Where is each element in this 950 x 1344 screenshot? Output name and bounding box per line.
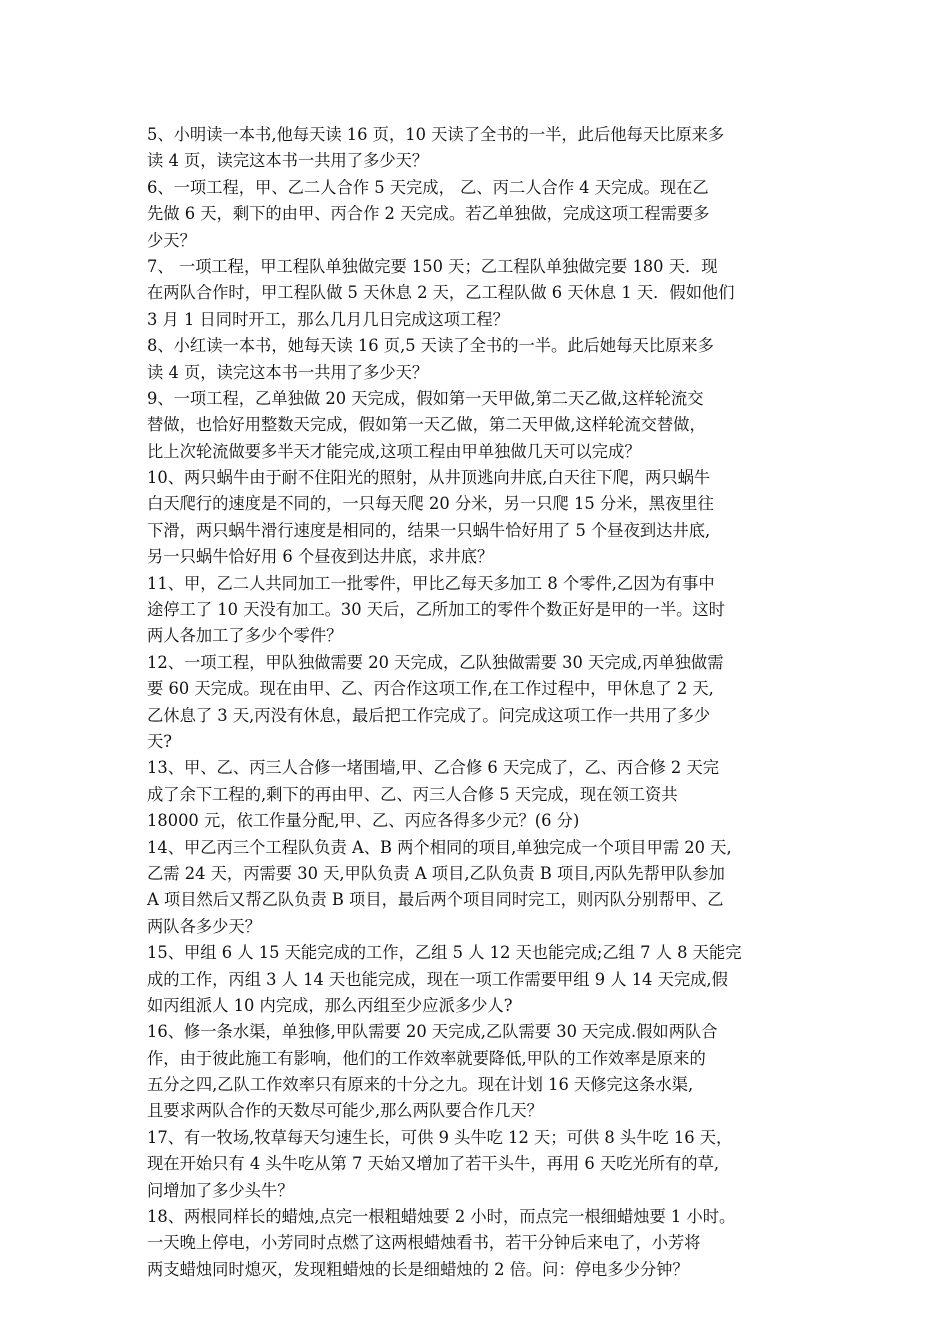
problem-15 (147, 940, 827, 1019)
problem-11 (147, 571, 827, 650)
problem-line: 16、修一条水渠，单独修,甲队需要 20 天完成,乙队需要 30 天完成.假如两队合 (147, 1022, 718, 1042)
problem-list (147, 122, 827, 1283)
problem-line: 如丙组派人 10 内完成，那么丙组至少应派多少人? (147, 995, 513, 1015)
problem-line: 现在开始只有 4 头牛吃从第 7 天始又增加了若干头牛，再用 6 天吃光所有的草, (147, 1154, 720, 1174)
problem-line: 少天？ (147, 230, 196, 250)
problem-5 (147, 122, 827, 175)
problem-line: 五分之四,乙队工作效率只有原来的十分之九。现在计划 16 天修完这条水渠, (147, 1075, 694, 1095)
problem-line: 在两队合作时，甲工程队做 5 天休息 2 天，乙工程队做 6 天休息 1 天．假如他们 (147, 283, 735, 303)
problem-line: A 项目然后又帮乙队负责 B 项目，最后两个项目同时完工，则丙队分别帮甲、乙 (147, 890, 724, 910)
problem-line: 途停工了 10 天没有加工。30 天后，乙所加工的零件个数正好是甲的一半。这时 (147, 600, 725, 620)
problem-line: 两人各加工了多少个零件？ (147, 626, 343, 646)
problem-13 (147, 755, 827, 834)
problem-line: 且要求两队合作的天数尽可能少,那么两队要合作几天？ (147, 1101, 543, 1121)
problem-line: 成了余下工程的,剩下的再由甲、乙、丙三人合修 5 天完成，现在领工资共 (147, 784, 678, 804)
problem-line: 另一只蜗牛恰好用 6 个昼夜到达井底，求井底？ (147, 547, 494, 567)
problem-line: 11、甲，乙二人共同加工一批零件，甲比乙每天多加工 8 个零件,乙因为有事中 (147, 573, 715, 593)
problem-line: 一天晚上停电，小芳同时点燃了这两根蜡烛看书，若干分钟后来电了，小芳将 (147, 1233, 701, 1253)
problem-line: 天? (147, 731, 173, 751)
problem-line: 先做 6 天，剩下的由甲、丙合作 2 天完成。若乙单独做，完成这项工程需要多 (147, 204, 710, 224)
problem-line: 5、小明读一本书,他每天读 16 页，10 天读了全书的一半，此后他每天比原来多 (147, 125, 725, 144)
problem-line: 替做，也恰好用整数天完成，假如第一天乙做，第二天甲做,这样轮流交替做， (147, 415, 706, 435)
problem-line: 8、小红读一本书，她每天读 16 页,5 天读了全书的一半。此后她每天比原来多 (147, 336, 714, 356)
problem-9 (147, 386, 827, 465)
problem-line: 13、甲、乙、丙三人合修一堵围墙,甲、乙合修 6 天完成了，乙、丙合修 2 天完 (147, 758, 720, 778)
problem-line: 15、甲组 6 人 15 天能完成的工作，乙组 5 人 12 天也能完成;乙组 7 人 8 天能完 (147, 943, 742, 963)
problem-line: 乙需 24 天，丙需要 30 天,甲队负责 A 项目,乙队负责 B 项目,丙队先帮甲队参加 (147, 863, 725, 883)
problem-line: 两队各多少天？ (147, 916, 261, 936)
problem-line: 10、两只蜗牛由于耐不住阳光的照射，从井顶逃向井底,白天往下爬，两只蜗牛 (147, 468, 711, 488)
problem-line: 问增加了多少头牛？ (147, 1180, 294, 1200)
problem-line: 读 4 页，读完这本书一共用了多少天？ (147, 151, 429, 171)
problem-line: 18000 元，依工作量分配,甲、乙、丙应各得多少元？(6 分) (147, 811, 580, 831)
problem-7 (147, 254, 827, 333)
problem-line: 14、甲乙丙三个工程队负责 A、B 两个相同的项目,单独完成一个项目甲需 20 天, (147, 837, 732, 857)
problem-line: 读 4 页，读完这本书一共用了多少天？ (147, 362, 429, 382)
problem-line: 乙休息了 3 天,丙没有休息，最后把工作完成了。问完成这项工作一共用了多少 (147, 705, 711, 725)
problem-10 (147, 465, 827, 571)
problem-line: 比上次轮流做要多半天才能完成,这项工程由甲单独做几天可以完成？ (147, 441, 641, 461)
problem-line: 9、一项工程，乙单独做 20 天完成，假如第一天甲做,第二天乙做,这样轮流交 (147, 388, 704, 408)
problem-line: 下滑，两只蜗牛滑行速度是相同的，结果一只蜗牛恰好用了 5 个昼夜到达井底, (147, 520, 711, 540)
problem-12 (147, 650, 827, 756)
problem-line: 作，由于彼此施工有影响，他们的工作效率就要降低,甲队的工作效率是原来的 (147, 1048, 706, 1068)
problem-6 (147, 175, 827, 254)
problem-line: 要 60 天完成。现在由甲、乙、丙合作这项工作,在工作过程中，甲休息了 2 天, (147, 679, 714, 699)
problem-line: 成的工作，丙组 3 人 14 天也能完成，现在一项工作需要甲组 9 人 14 天完成,假 (147, 969, 728, 989)
problem-line: 18、两根同样长的蜡烛,点完一根粗蜡烛要 2 小时，而点完一根细蜡烛要 1 小时。 (147, 1207, 736, 1227)
problem-line: 3 月 1 日同时开工，那么几月几日完成这项工程？ (147, 309, 509, 329)
problem-14 (147, 835, 827, 941)
problem-16 (147, 1019, 827, 1125)
problem-17 (147, 1125, 827, 1204)
problem-line: 白天爬行的速度是不同的，一只每天爬 20 分米，另一只爬 15 分米，黑夜里往 (147, 494, 714, 514)
problem-line: 7、 一项工程，甲工程队单独做完要 150 天；乙工程队单独做完要 180 天．现 (147, 256, 718, 276)
problem-line: 6、一项工程，甲、乙二人合作 5 天完成， 乙、丙二人合作 4 天完成。现在乙 (147, 177, 709, 197)
problem-line: 12、一项工程，甲队独做需要 20 天完成，乙队独做需要 30 天完成,丙单独做需 (147, 652, 724, 672)
problem-18 (147, 1204, 827, 1283)
problem-line: 17、有一牧场,牧草每天匀速生长，可供 9 头牛吃 12 天；可供 8 头牛吃 16 天， (147, 1127, 733, 1147)
problem-line: 两支蜡烛同时熄灭，发现粗蜡烛的长是细蜡烛的 2 倍。问：停电多少分钟？ (147, 1259, 689, 1279)
problem-8 (147, 333, 827, 386)
